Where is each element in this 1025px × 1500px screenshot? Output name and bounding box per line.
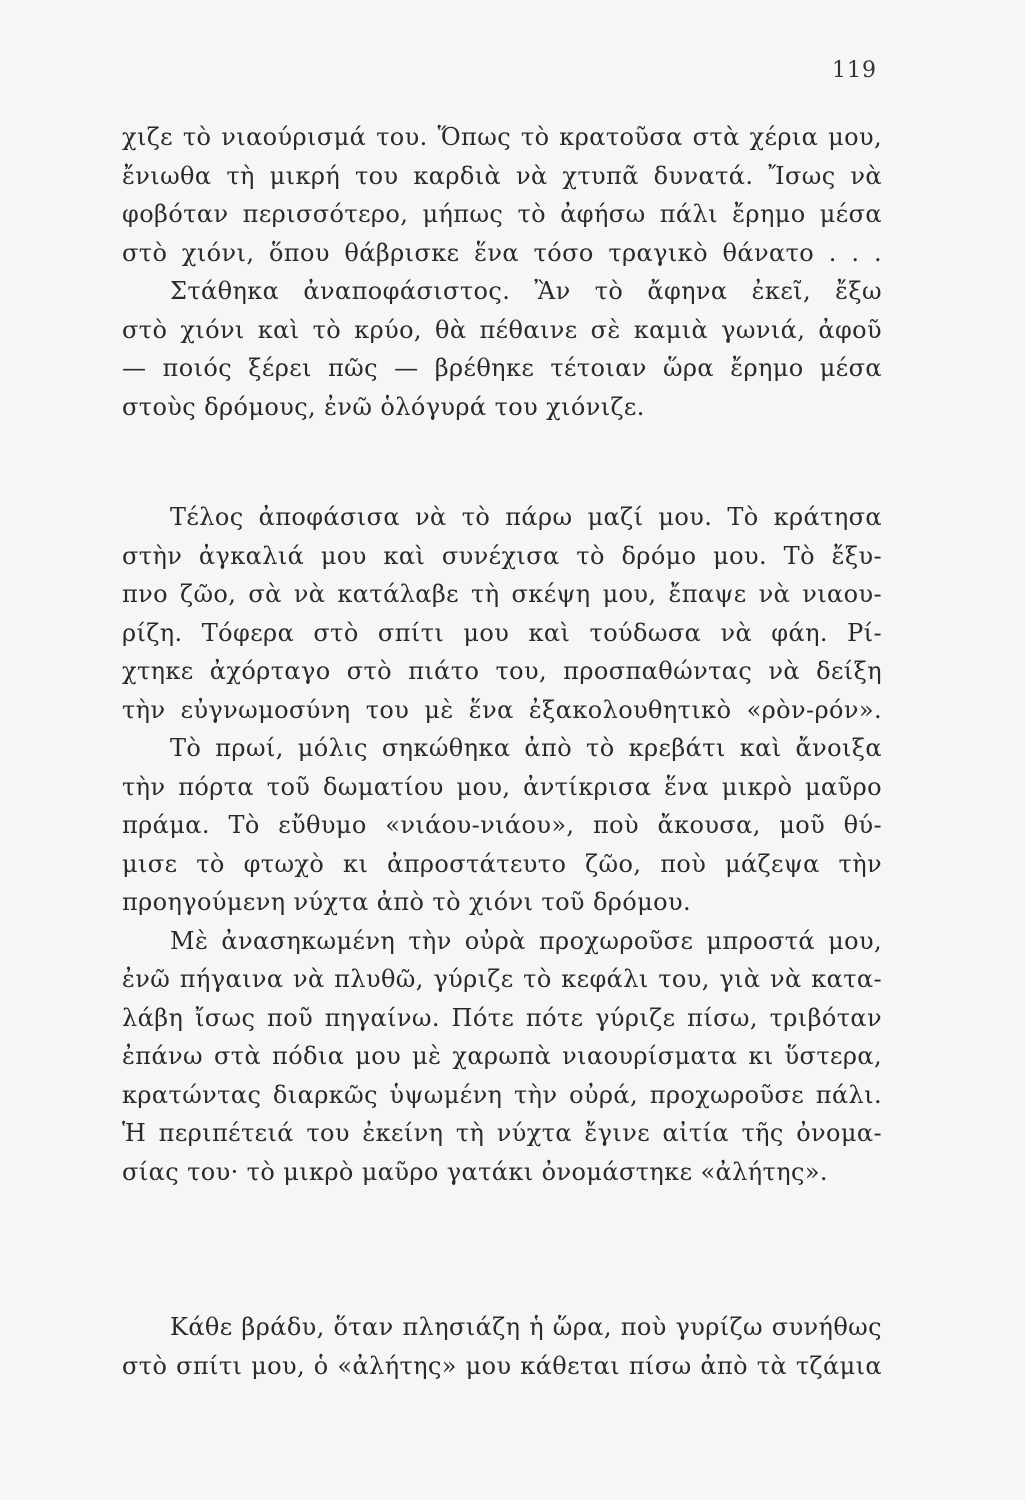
text-line: χιζε τὸ νιαούρισμά του. Ὅπως τὸ κρατοῦσα στὰ χέρια μου, bbox=[122, 123, 882, 151]
text-line: φοβόταν περισσότερο, μήπως τὸ ἀφήσω πάλι ἔρημο μέσα bbox=[122, 200, 882, 228]
text-line: στὸ σπίτι μου, ὁ «ἀλήτης» μου κάθεται πίσω ἀπὸ τὰ τζάμια bbox=[122, 1351, 882, 1380]
text-line: στὸ χιόνι καὶ τὸ κρύο, θὰ πέθαινε σὲ καμιὰ γωνιά, ἀφοῦ bbox=[122, 315, 882, 344]
text-line: Μὲ ἀνασηκωμένη τὴν οὐρὰ προχωροῦσε μπροστά μου, bbox=[170, 926, 882, 955]
text-line: Στάθηκα ἀναποφάσιστος. Ἂν τὸ ἄφηνα ἐκεῖ, ἔξω bbox=[170, 277, 882, 305]
text-line: μισε τὸ φτωχὸ κι ἀπροστάτευτο ζῶο, ποὺ μάζεψα τὴν bbox=[122, 849, 882, 878]
page-number: 119 bbox=[832, 58, 877, 83]
text-line: ἔνιωθα τὴ μικρή του καρδιὰ νὰ χτυπᾶ δυνατά. Ἴσως νὰ bbox=[122, 161, 882, 190]
text-line: στὸ χιόνι, ὅπου θάβρισκε ἕνα τόσο τραγικὸ θάνατο . . . bbox=[122, 238, 882, 267]
text-line: — ποιός ξέρει πῶς — βρέθηκε τέτοιαν ὥρα ἔρημο μέσα bbox=[122, 354, 882, 382]
paragraph-block-1 bbox=[122, 118, 882, 426]
text-line: τὴν εὐγνωμοσύνη του μὲ ἕνα ἐξακολουθητικὸ «ρὸν-ρόν». bbox=[122, 695, 882, 724]
text-line: ἐνῶ πήγαινα νὰ πλυθῶ, γύριζε τὸ κεφάλι του, γιὰ νὰ κατα- bbox=[122, 965, 882, 993]
text-line: προηγούμενη νύχτα ἀπὸ τὸ χιόνι τοῦ δρόμου. bbox=[122, 888, 692, 916]
text-line: πνο ζῶο, σὰ νὰ κατάλαβε τὴ σκέψη μου, ἔπαψε νὰ νιαου- bbox=[122, 580, 882, 608]
text-line: χτηκε ἀχόρταγο στὸ πιάτο του, προσπαθώντας νὰ δείξη bbox=[122, 657, 882, 685]
text-line: στὴν ἀγκαλιά μου καὶ συνέχισα τὸ δρόμο μου. Τὸ ἔξυ- bbox=[122, 541, 882, 570]
text-line: πράμα. Τὸ εὔθυμο «νιάου-νιάου», ποὺ ἄκουσα, μοῦ θύ- bbox=[122, 811, 882, 839]
text-line: κρατώντας διαρκῶς ὑψωμένη τὴν οὐρά, προχωροῦσε πάλι. bbox=[122, 1080, 882, 1109]
text-line: σίας του· τὸ μικρὸ μαῦρο γατάκι ὀνομάστηκε «ἀλήτης». bbox=[122, 1157, 828, 1186]
text-line: Κάθε βράδυ, ὅταν πλησιάζη ἡ ὥρα, ποὺ γυρίζω συνήθως bbox=[170, 1313, 882, 1341]
text-line: Τὸ πρωί, μόλις σηκώθηκα ἀπὸ τὸ κρεβάτι καὶ ἄνοιξα bbox=[170, 734, 882, 762]
text-line: τὴν πόρτα τοῦ δωματίου μου, ἀντίκρισα ἕνα μικρὸ μαῦρο bbox=[122, 772, 882, 801]
text-line: Ἡ περιπέτειά του ἐκείνη τὴ νύχτα ἔγινε αἰτία τῆς ὀνομα- bbox=[122, 1119, 882, 1147]
paragraph-block-3 bbox=[122, 1308, 882, 1385]
text-line: ρίζη. Τόφερα στὸ σπίτι μου καὶ τούδωσα νὰ φάη. Ρί- bbox=[122, 618, 882, 647]
text-line: ἐπάνω στὰ πόδια μου μὲ χαρωπὰ νιαουρίσματα κι ὕστερα, bbox=[122, 1042, 882, 1070]
text-line: λάβη ἴσως ποῦ πηγαίνω. Πότε πότε γύριζε πίσω, τριβόταν bbox=[122, 1003, 882, 1032]
text-line: στοὺς δρόμους, ἐνῶ ὁλόγυρά του χιόνιζε. bbox=[122, 392, 645, 421]
text-line: Τέλος ἀποφάσισα νὰ τὸ πάρω μαζί μου. Τὸ κράτησα bbox=[170, 503, 882, 531]
paragraph-block-2 bbox=[122, 498, 882, 1191]
